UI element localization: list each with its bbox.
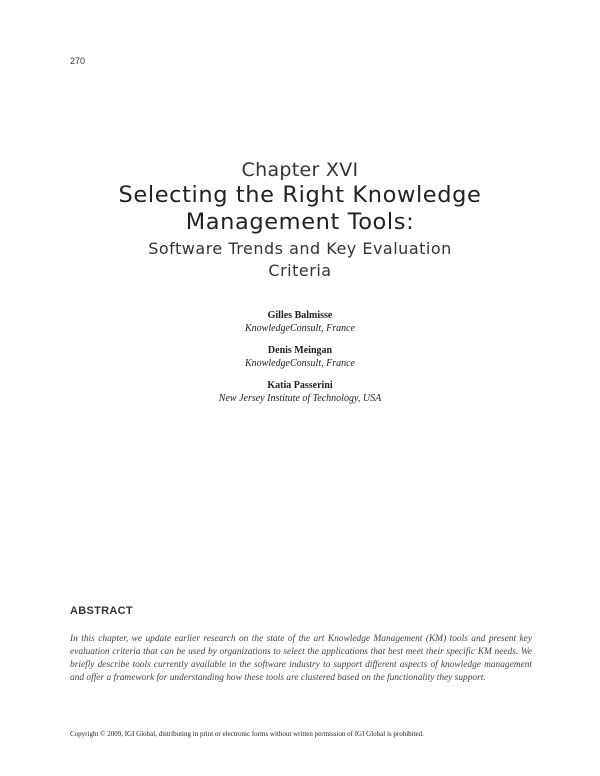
author-entry [60, 379, 540, 405]
abstract-text: In this chapter, we update earlier research on the state of the art Knowledge Management (KM) tools and present key evaluation criteria that can be used by organizations to select the applications that best meet their specific KM needs. We briefly describe tools currently available in the software industry to support different aspects of knowledge management and offer a framework for understanding how these tools are clustered based on the functionality they support. [70, 634, 532, 683]
author-affiliation: KnowledgeConsult, France [245, 323, 355, 334]
author-name: Denis Meingan [267, 345, 333, 356]
abstract-heading: ABSTRACT [70, 605, 133, 617]
author-list [60, 309, 540, 414]
author-name: Gilles Balmisse [267, 310, 333, 321]
author-name: Katia Passerini [267, 380, 333, 391]
copyright-notice: Copyright © 2009, IGI Global, distributing in print or electronic forms without written permission of IGI Global is prohibited. [70, 730, 424, 738]
chapter-header [60, 158, 540, 282]
author-entry [60, 344, 540, 370]
chapter-subtitle-line-2: Criteria [268, 261, 332, 280]
page-number: 270 [70, 56, 86, 66]
author-affiliation: New Jersey Institute of Technology, USA [218, 393, 382, 404]
chapter-title-line-1: Selecting the Right Knowledge [118, 182, 482, 208]
author-affiliation: KnowledgeConsult, France [245, 358, 355, 369]
chapter-title-line-2: Management Tools: [185, 209, 415, 235]
author-entry [60, 309, 540, 335]
chapter-label: Chapter XVI [241, 159, 359, 181]
chapter-subtitle-line-1: Software Trends and Key Evaluation [148, 239, 452, 258]
